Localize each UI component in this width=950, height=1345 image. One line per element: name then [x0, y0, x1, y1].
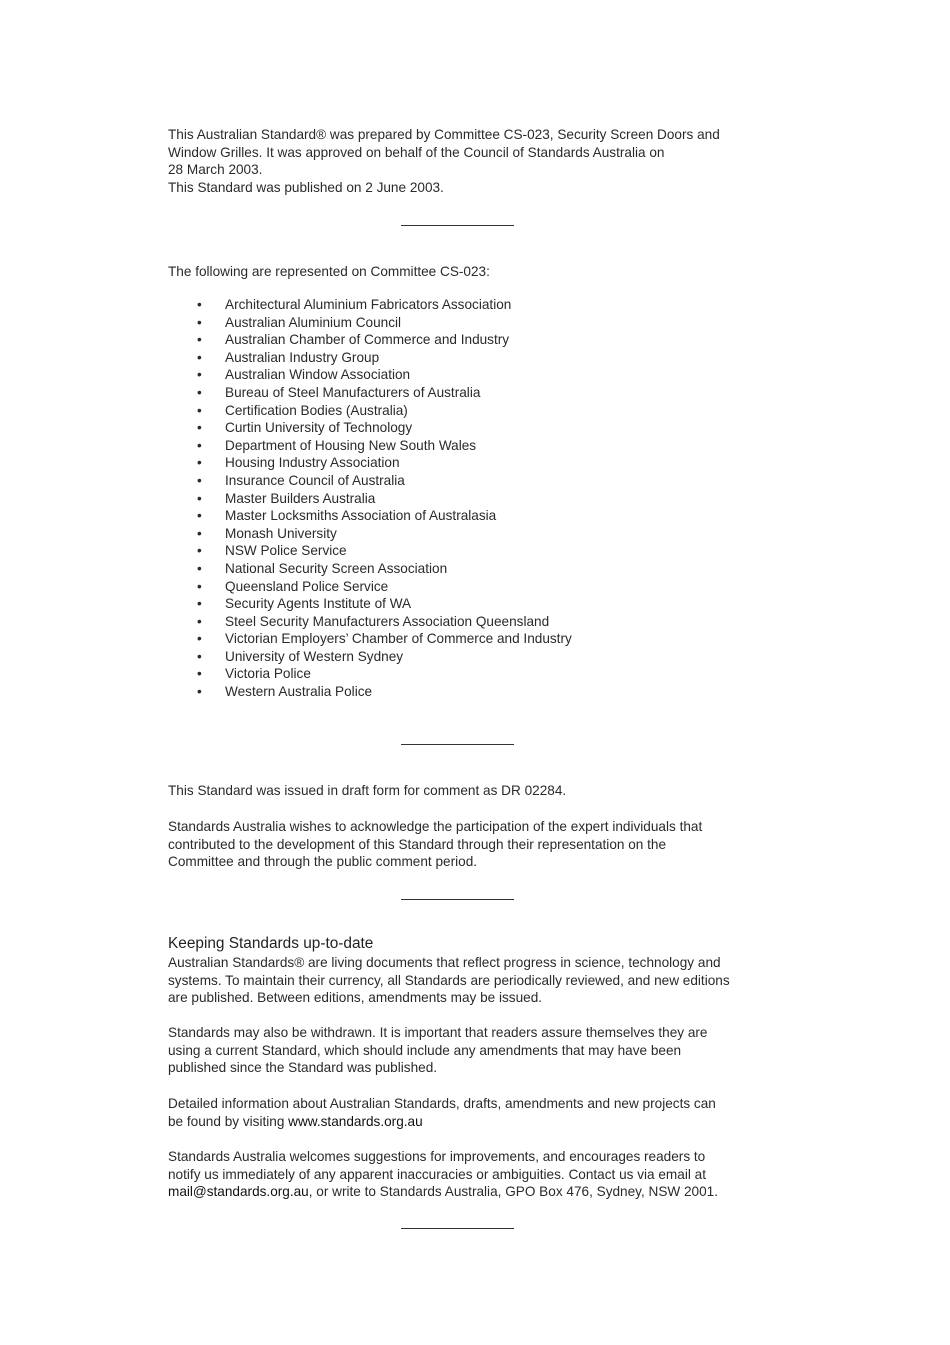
bullet-icon: •: [197, 384, 202, 400]
approval-line: Window Grilles. It was approved on behalf of the Council of Standards Australia on: [168, 144, 665, 160]
committee-member-name: Certification Bodies (Australia): [225, 402, 408, 418]
committee-member-item: [197, 578, 572, 596]
bullet-icon: •: [197, 455, 202, 471]
paragraph-line: notify us immediately of any apparent inaccuracies or ambiguities. Contact us via email at: [168, 1166, 706, 1182]
paragraph-line: [168, 1183, 718, 1201]
committee-member-name: Master Builders Australia: [225, 490, 376, 506]
committee-member-item: [197, 648, 572, 666]
divider-rule: [401, 1228, 514, 1229]
committee-member-item: [197, 595, 572, 613]
committee-member-name: Master Locksmiths Association of Australasia: [225, 508, 497, 524]
email-link[interactable]: mail@standards.org.au: [168, 1184, 309, 1200]
committee-member-item: [197, 419, 572, 437]
paragraph-line: Standards Australia welcomes suggestions for improvements, and encourages readers to: [168, 1149, 706, 1164]
committee-member-name: Housing Industry Association: [225, 455, 400, 471]
bullet-icon: •: [197, 525, 202, 541]
committee-member-name: Bureau of Steel Manufacturers of Australia: [225, 384, 481, 400]
bullet-icon: •: [197, 420, 202, 436]
approval-line: 28 March 2003.: [168, 162, 263, 178]
committee-member-name: Western Australia Police: [225, 684, 373, 700]
bullet-icon: •: [197, 613, 202, 629]
committee-member-item: [197, 490, 572, 508]
committee-member-item: [197, 402, 572, 420]
committee-member-name: Victoria Police: [225, 666, 311, 682]
committee-member-name: NSW Police Service: [225, 543, 347, 559]
committee-member-name: Australian Chamber of Commerce and Industry: [225, 332, 510, 348]
approval-line: This Australian Standard® was prepared by Committee CS-023, Security Screen Doors and: [168, 127, 720, 142]
committee-member-name: Steel Security Manufacturers Association Queensland: [225, 613, 550, 629]
uptodate-paragraph-2: [168, 1024, 707, 1077]
acknowledgement-line: Standards Australia wishes to acknowledge the participation of the expert individuals that: [168, 819, 703, 834]
committee-member-item: [197, 472, 572, 490]
approval-block: [168, 126, 720, 196]
committee-member-item: [197, 384, 572, 402]
committee-member-name: Department of Housing New South Wales: [225, 437, 477, 453]
divider-rule: [401, 744, 514, 745]
committee-member-item: [197, 525, 572, 543]
committee-intro: The following are represented on Committee CS-023:: [168, 264, 490, 279]
paragraph-text: , or write to Standards Australia, GPO Box 476, Sydney, NSW 2001.: [308, 1184, 719, 1200]
committee-member-item: [197, 331, 572, 349]
bullet-icon: •: [197, 508, 202, 524]
committee-member-item: [197, 454, 572, 472]
committee-member-name: Australian Aluminium Council: [225, 314, 402, 330]
website-link[interactable]: www.standards.org.au: [288, 1113, 423, 1129]
paragraph-line: are published. Between editions, amendments may be issued.: [168, 990, 543, 1006]
divider-rule: [401, 899, 514, 900]
committee-member-name: Security Agents Institute of WA: [225, 596, 412, 612]
bullet-icon: •: [197, 543, 202, 559]
draft-note: This Standard was issued in draft form for comment as DR 02284.: [168, 783, 567, 798]
committee-member-item: [197, 630, 572, 648]
bullet-icon: •: [197, 648, 202, 664]
paragraph-line: using a current Standard, which should include any amendments that may have been: [168, 1042, 682, 1058]
bullet-icon: •: [197, 631, 202, 647]
acknowledgement-line: Committee and through the public comment period.: [168, 854, 478, 870]
committee-member-item: [197, 437, 572, 455]
committee-member-item: [197, 665, 572, 683]
committee-member-item: [197, 542, 572, 560]
bullet-icon: •: [197, 684, 202, 700]
divider-rule: [401, 225, 514, 226]
committee-member-item: [197, 349, 572, 367]
paragraph-line: [168, 1113, 716, 1131]
paragraph-line: Standards may also be withdrawn. It is important that readers assure themselves they are: [168, 1025, 708, 1040]
bullet-icon: •: [197, 490, 202, 506]
bullet-icon: •: [197, 666, 202, 682]
paragraph-text: be found by visiting: [168, 1113, 289, 1129]
acknowledgement-line: contributed to the development of this Standard through their representation on the: [168, 836, 667, 852]
committee-member-name: Curtin University of Technology: [225, 420, 413, 436]
committee-member-item: [197, 366, 572, 384]
publication-date: This Standard was published on 2 June 2003.: [168, 179, 444, 195]
committee-member-item: [197, 296, 572, 314]
committee-member-item: [197, 683, 572, 701]
committee-member-name: University of Western Sydney: [225, 648, 404, 664]
uptodate-paragraph-1: [168, 954, 730, 1007]
bullet-icon: •: [197, 332, 202, 348]
bullet-icon: •: [197, 560, 202, 576]
committee-member-item: [197, 560, 572, 578]
bullet-icon: •: [197, 437, 202, 453]
uptodate-paragraph-3: [168, 1095, 716, 1130]
bullet-icon: •: [197, 402, 202, 418]
committee-member-name: Insurance Council of Australia: [225, 472, 405, 488]
uptodate-paragraph-4: [168, 1148, 718, 1201]
bullet-icon: •: [197, 297, 202, 312]
bullet-icon: •: [197, 367, 202, 383]
committee-member-item: [197, 507, 572, 525]
committee-member-list: [197, 296, 572, 701]
section-heading: Keeping Standards up-to-date: [168, 935, 374, 952]
bullet-icon: •: [197, 596, 202, 612]
bullet-icon: •: [197, 578, 202, 594]
committee-member-name: Australian Industry Group: [225, 349, 380, 365]
committee-member-name: Monash University: [225, 525, 337, 541]
committee-member-name: Queensland Police Service: [225, 578, 389, 594]
paragraph-line: systems. To maintain their currency, all Standards are periodically reviewed, and new editions: [168, 972, 730, 988]
bullet-icon: •: [197, 472, 202, 488]
bullet-icon: •: [197, 314, 202, 330]
paragraph-line: Detailed information about Australian Standards, drafts, amendments and new projects can: [168, 1096, 716, 1111]
committee-member-item: [197, 314, 572, 332]
acknowledgement-paragraph: [168, 818, 702, 871]
paragraph-line: Australian Standards® are living documents that reflect progress in science, technology and: [168, 955, 721, 970]
committee-member-name: Australian Window Association: [225, 367, 411, 383]
paragraph-line: published since the Standard was published.: [168, 1060, 438, 1076]
committee-member-name: Victorian Employers’ Chamber of Commerce and Industry: [225, 631, 572, 647]
committee-member-name: National Security Screen Association: [225, 560, 448, 576]
committee-member-item: [197, 613, 572, 631]
bullet-icon: •: [197, 349, 202, 365]
committee-member-name: Architectural Aluminium Fabricators Association: [225, 297, 512, 312]
